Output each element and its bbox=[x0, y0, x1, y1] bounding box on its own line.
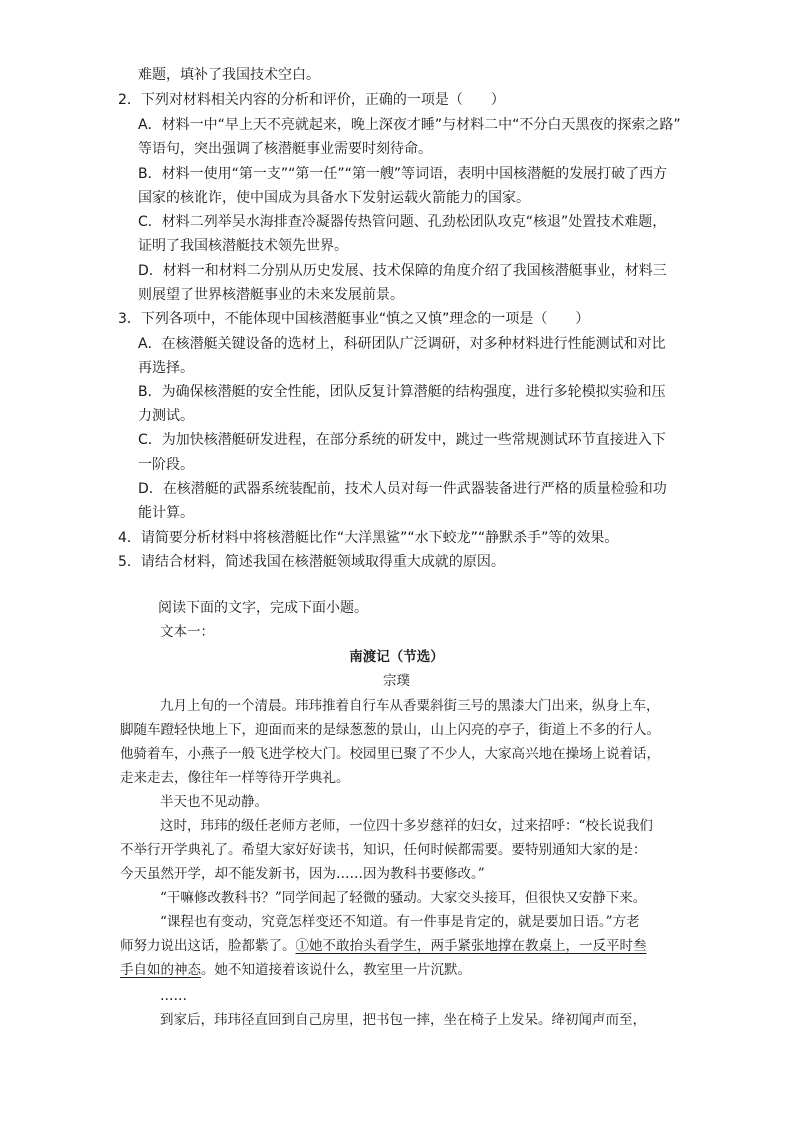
question-2-option-c-cont: 证明了我国核潜艇技术领先世界。 bbox=[138, 238, 348, 254]
story-ellipsis: …… bbox=[160, 988, 187, 1004]
underlined-sentence-1: ①她不敢抬头看学生，两手紧张地撑在教桌上，一反平时叁 bbox=[295, 938, 647, 954]
question-2-option-a-cont: 等语句，突出强调了核潜艇事业需要时刻待命。 bbox=[138, 141, 432, 157]
question-5: 5．请结合材料，简述我国在核潜艇领域取得重大成就的原因。 bbox=[118, 554, 505, 570]
story-p3-line3: 今天虽然开学，却不能发新书，因为……因为教科书要修改。” bbox=[120, 866, 485, 882]
story-p5-line3-plain: 。她不知道接着该说什么，教室里一片沉默。 bbox=[201, 962, 471, 978]
question-3-stem: 3．下列各项中，不能体现中国核潜艇事业“慎之又慎”理念的一项是（ ） bbox=[118, 311, 590, 327]
question-3-option-b: B．为确保核潜艇的安全性能，团队反复计算潜艇的结构强度，进行多轮模拟实验和压 bbox=[138, 384, 666, 400]
question-3-option-c: C．为加快核潜艇研发进程，在部分系统的研发中，跳过一些常规测试环节直接进入下 bbox=[138, 432, 666, 448]
question-3-option-d: D．在核潜艇的武器系统装配前，技术人员对每一件武器装备进行严格的质量检验和功 bbox=[138, 481, 667, 497]
story-p3-line2: 不举行开学典礼了。希望大家好好读书，知识，任何时候都需要。要特别通知大家的是： bbox=[120, 842, 647, 858]
story-author: 宗璞 bbox=[383, 673, 410, 689]
reading-instruction: 阅读下面的文字，完成下面小题。 bbox=[158, 600, 368, 616]
question-2-option-b-cont: 国家的核讹诈，使中国成为具备水下发射运载火箭能力的国家。 bbox=[138, 190, 530, 206]
question-2-stem: 2．下列对材料相关内容的分析和评价，正确的一项是（ ） bbox=[118, 92, 505, 108]
story-p2: 半天也不见动静。 bbox=[160, 794, 268, 810]
question-2-option-a: A．材料一中“早上天不亮就起来，晚上深夜才睡”与材料二中“不分白天黑夜的探索之路” bbox=[138, 117, 681, 133]
story-p5-line3 bbox=[120, 960, 471, 980]
question-2-option-d-cont: 则展望了世界核潜艇事业的未来发展前景。 bbox=[138, 287, 404, 303]
story-p1-line2: 脚随车蹬轻快地上下，迎面而来的是绿葱葱的景山，山上闪亮的亭子，街道上不多的行人。 bbox=[120, 722, 660, 738]
question-3-option-b-cont: 力测试。 bbox=[138, 408, 194, 424]
question-4: 4．请简要分析材料中将核潜艇比作“大洋黑鲨”“水下蛟龙”“静默杀手”等的效果。 bbox=[118, 530, 619, 546]
story-p1-line4: 走来走去，像往年一样等待开学典礼。 bbox=[120, 770, 350, 786]
story-p6: 到家后，玮玮径直回到自己房里，把书包一摔，坐在椅子上发呆。绛初闻声而至， bbox=[160, 1012, 646, 1028]
story-p1-line3: 他骑着车，小燕子一般飞进学校大门。校园里已聚了不少人，大家高兴地在操场上说着话， bbox=[120, 746, 660, 762]
story-p3-line1: 这时，玮玮的级任老师方老师，一位四十多岁慈祥的妇女，过来招呼：“校长说我们 bbox=[160, 818, 653, 834]
story-p5-line2-plain: 师努力说出这话，脸都紫了。 bbox=[120, 938, 296, 954]
story-p4: “干嘛修改教科书？”同学间起了轻微的骚动。大家交头接耳，但很快又安静下来。 bbox=[160, 890, 647, 906]
question-2-option-c: C．材料二列举吴水海排查冷凝器传热管问题、孔劲松团队攻克“核退”处置技术难题， bbox=[138, 214, 667, 230]
question-3-option-a: A．在核潜艇关键设备的选材上，科研团队广泛调研，对多种材料进行性能测试和对比 bbox=[138, 336, 666, 352]
question-3-option-d-cont: 能计算。 bbox=[138, 505, 194, 521]
story-p1-line1: 九月上旬的一个清晨。玮玮推着自行车从香粟斜街三号的黑漆大门出来，纵身上车， bbox=[160, 698, 660, 714]
story-title: 南渡记（节选） bbox=[349, 649, 444, 665]
question-3-option-c-cont: 一阶段。 bbox=[138, 457, 194, 473]
question-1-tail: 难题，填补了我国技术空白。 bbox=[138, 67, 320, 83]
underlined-sentence-1-cont: 手自如的神态 bbox=[120, 962, 201, 978]
text-label: 文本一： bbox=[160, 624, 214, 640]
question-2-option-d: D．材料一和材料二分别从历史发展、技术保障的角度介绍了我国核潜艇事业，材料三 bbox=[138, 263, 667, 279]
question-2-option-b: B．材料一使用“第一支”“第一任”“第一艘”等词语，表明中国核潜艇的发展打破了西方 bbox=[138, 166, 668, 182]
story-p5-line1: “课程也有变动，究竟怎样变还不知道。有一件事是肯定的，就是要加日语。”方老 bbox=[160, 914, 640, 930]
question-3-option-a-cont: 再选择。 bbox=[138, 360, 194, 376]
story-p5-line2 bbox=[120, 936, 647, 956]
